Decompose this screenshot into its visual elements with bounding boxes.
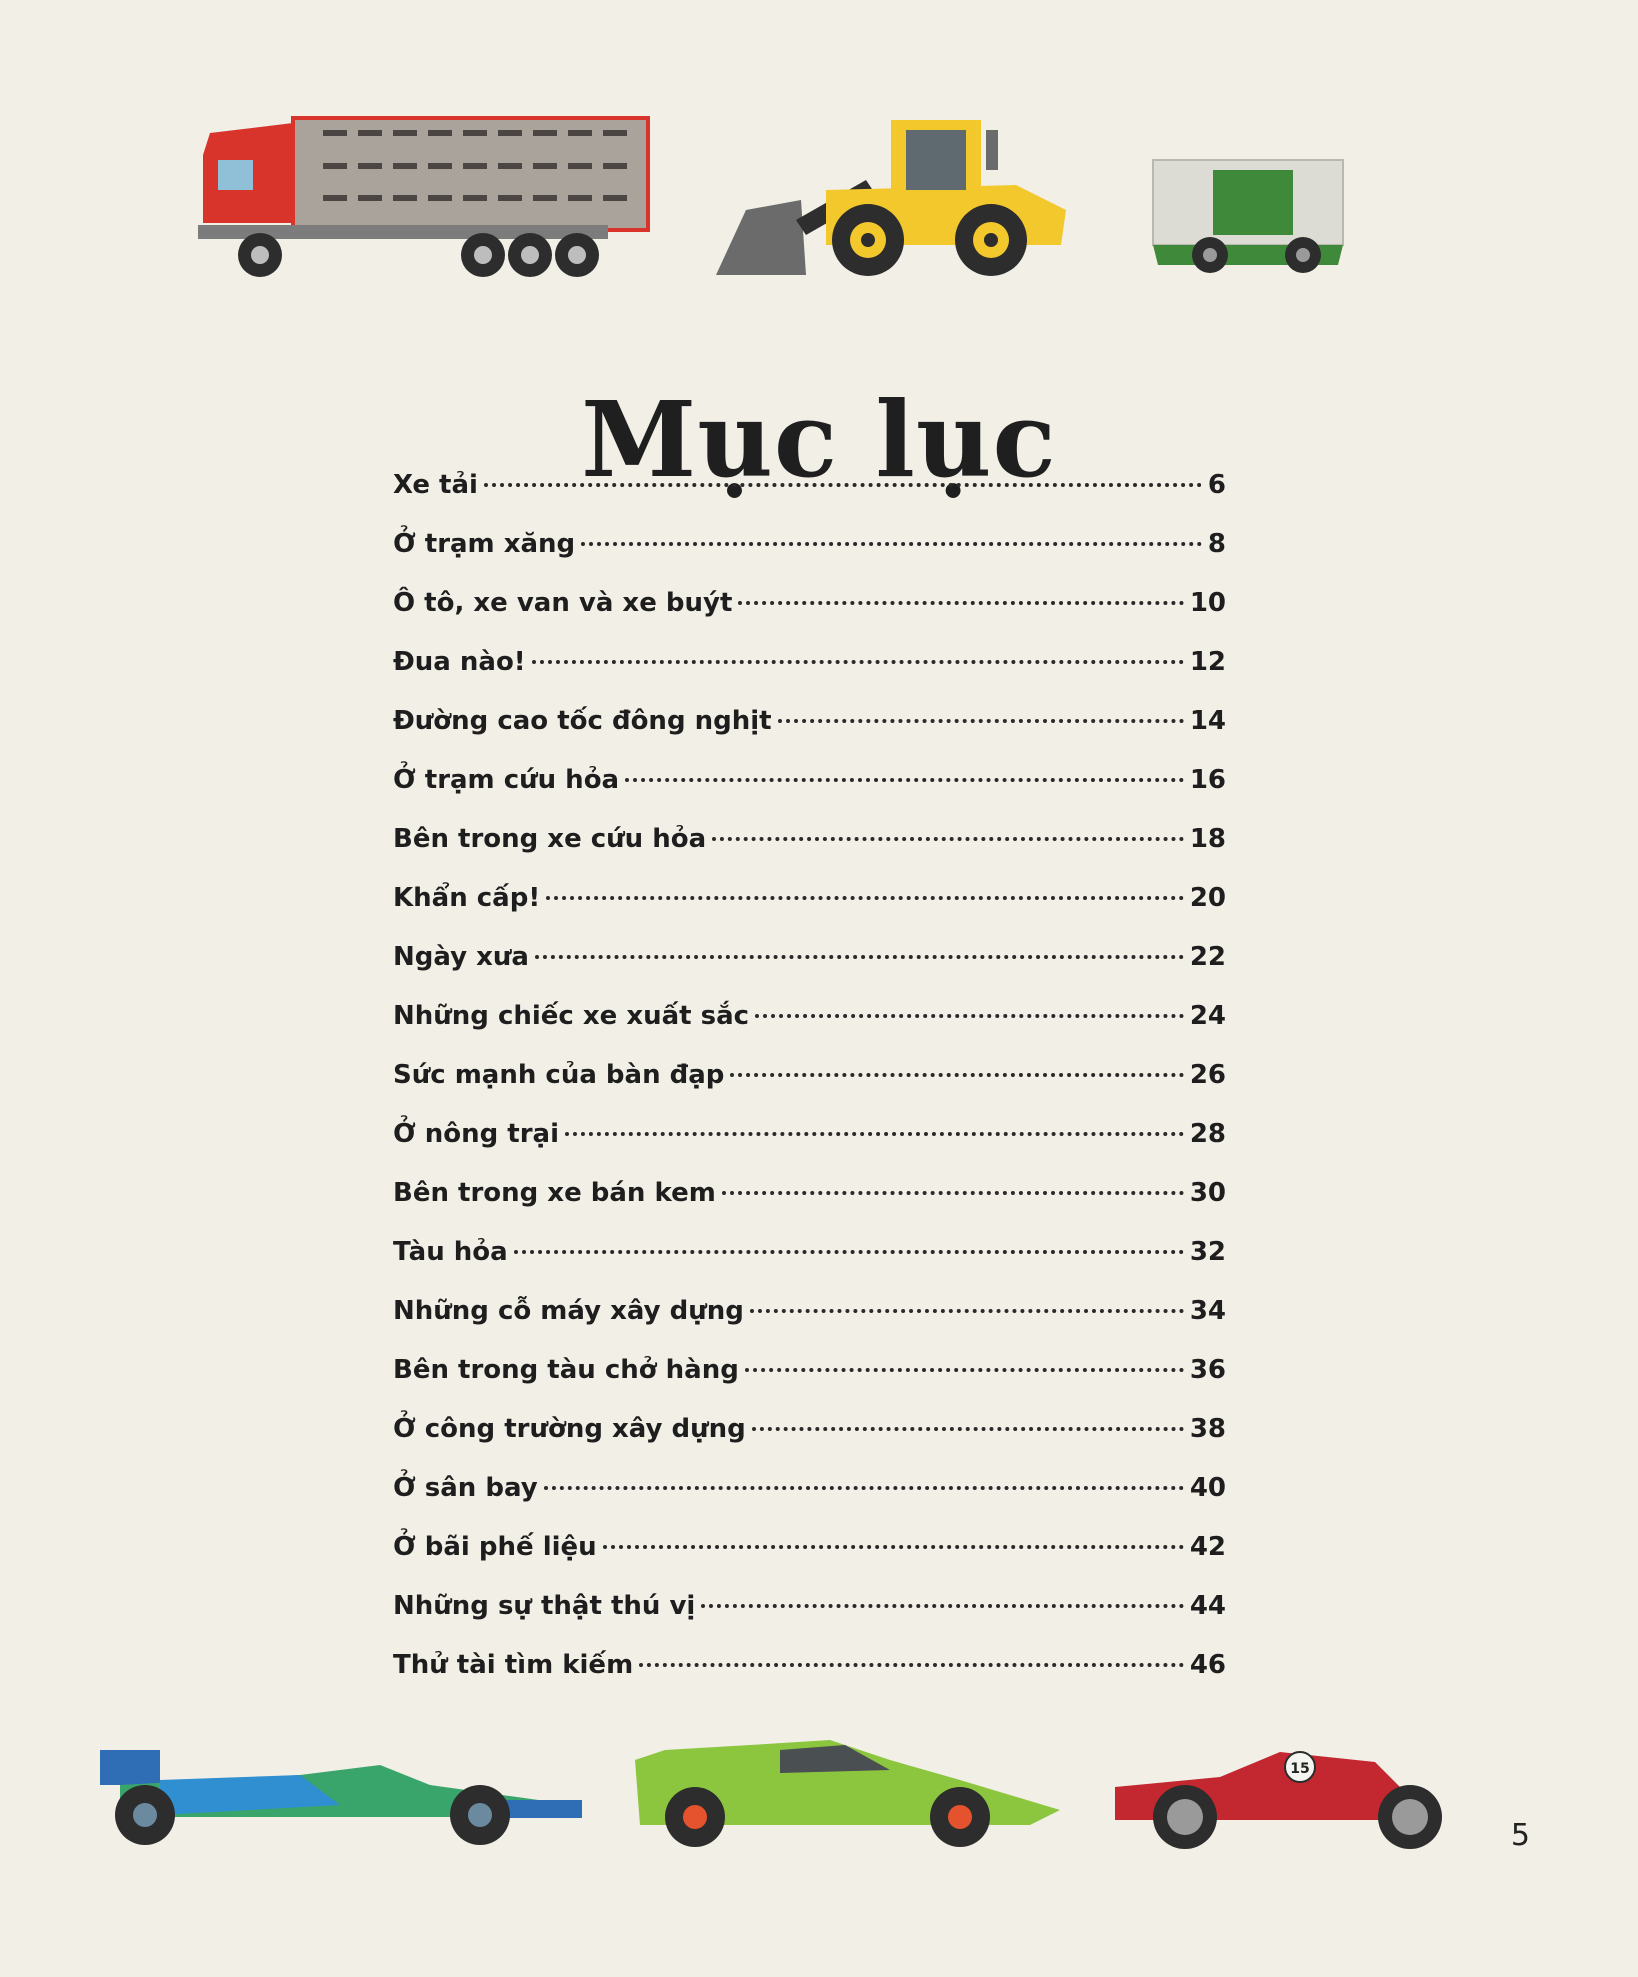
dot-leader: [701, 1604, 1183, 1608]
toc-entry-page: 28: [1189, 1119, 1226, 1149]
toc-entry: [393, 1178, 1226, 1237]
toc-entry-title: Khẩn cấp!: [393, 883, 541, 913]
toc-entry-page: 26: [1189, 1060, 1226, 1090]
toc-entry-title: Thử tài tìm kiếm: [393, 1650, 634, 1680]
ice-cream-van-illustration: [1148, 155, 1348, 280]
toc-entry-title: Đua nào!: [393, 647, 526, 677]
toc-entry: [393, 1473, 1226, 1532]
wheel-loader-illustration: [716, 100, 1076, 280]
toc-entry: [393, 824, 1226, 883]
toc-entry-page: 32: [1189, 1237, 1226, 1267]
dot-leader: [565, 1132, 1184, 1136]
toc-entry: [393, 942, 1226, 1001]
toc-entry-title: Sức mạnh của bàn đạp: [393, 1060, 725, 1090]
toc-entry: [393, 647, 1226, 706]
toc-entry-page: 34: [1189, 1296, 1226, 1326]
toc-entry-title: Ô tô, xe van và xe buýt: [393, 588, 733, 618]
toc-entry: [393, 470, 1226, 529]
dot-leader: [625, 778, 1184, 782]
dot-leader: [532, 660, 1184, 664]
toc-entry-page: 40: [1189, 1473, 1226, 1503]
dot-leader: [544, 1486, 1184, 1490]
toc-entry-page: 20: [1189, 883, 1226, 913]
livestock-truck-illustration: [198, 115, 653, 280]
dot-leader: [581, 542, 1202, 546]
toc-entry-title: Ở sân bay: [393, 1473, 538, 1503]
toc-entry-title: Những cỗ máy xây dựng: [393, 1296, 744, 1326]
toc-entry-title: Xe tải: [393, 470, 478, 500]
toc-entry-page: 16: [1189, 765, 1226, 795]
toc-entry: [393, 1355, 1226, 1414]
dot-leader: [484, 483, 1202, 487]
toc-entry-title: Tàu hỏa: [393, 1237, 508, 1267]
toc-entry-title: Những sự thật thú vị: [393, 1591, 696, 1621]
dot-leader: [535, 955, 1184, 959]
dot-leader: [712, 837, 1184, 841]
dot-leader: [722, 1191, 1184, 1195]
toc-entry-title: Ở công trường xây dựng: [393, 1414, 746, 1444]
toc-entry-page: 8: [1207, 529, 1226, 559]
dot-leader: [603, 1545, 1184, 1549]
dot-leader: [639, 1663, 1184, 1667]
dot-leader: [778, 719, 1184, 723]
toc-entry: [393, 1591, 1226, 1650]
dot-leader: [755, 1014, 1184, 1018]
toc-entry-page: 44: [1189, 1591, 1226, 1621]
toc-entry-title: Những chiếc xe xuất sắc: [393, 1001, 750, 1031]
toc-entry: [393, 1060, 1226, 1119]
toc-entry-page: 6: [1207, 470, 1226, 500]
dot-leader: [546, 896, 1184, 900]
toc-entry-title: Đường cao tốc đông nghịt: [393, 706, 772, 736]
toc-entry-page: 12: [1189, 647, 1226, 677]
dot-leader: [750, 1309, 1184, 1313]
toc-entry: [393, 1650, 1226, 1709]
dot-leader: [514, 1250, 1184, 1254]
toc-entry: [393, 883, 1226, 942]
toc-entry-page: 46: [1189, 1650, 1226, 1680]
toc-entry-title: Ở trạm cứu hỏa: [393, 765, 620, 795]
toc-entry-title: Bên trong xe cứu hỏa: [393, 824, 707, 854]
table-of-contents: [393, 470, 1226, 1709]
toc-entry: [393, 1237, 1226, 1296]
toc-entry-title: Bên trong tàu chở hàng: [393, 1355, 739, 1385]
toc-entry-page: 36: [1189, 1355, 1226, 1385]
toc-entry-page: 22: [1189, 942, 1226, 972]
toc-entry: [393, 1414, 1226, 1473]
toc-entry-page: 24: [1189, 1001, 1226, 1031]
dot-leader: [752, 1427, 1184, 1431]
dot-leader: [738, 601, 1183, 605]
toc-entry: [393, 529, 1226, 588]
toc-entry-page: 10: [1189, 588, 1226, 618]
page-title: Mục lục: [581, 377, 1057, 501]
toc-entry-page: 42: [1189, 1532, 1226, 1562]
toc-entry: [393, 706, 1226, 765]
page-number: 5: [1510, 1818, 1530, 1853]
toc-entry-page: 38: [1189, 1414, 1226, 1444]
toc-entry-title: Bên trong xe bán kem: [393, 1178, 716, 1208]
toc-entry-title: Ở trạm xăng: [393, 529, 576, 559]
toc-entry: [393, 1119, 1226, 1178]
toc-entry-title: Ở nông trại: [393, 1119, 560, 1149]
toc-entry: [393, 1001, 1226, 1060]
toc-entry: [393, 765, 1226, 824]
dot-leader: [730, 1073, 1183, 1077]
dot-leader: [745, 1368, 1184, 1372]
toc-entry: [393, 1296, 1226, 1355]
vintage-race-car-illustration: [1110, 1742, 1450, 1852]
toc-entry-page: 14: [1189, 706, 1226, 736]
toc-entry-title: Ở bãi phế liệu: [393, 1532, 597, 1562]
toc-entry-title: Ngày xưa: [393, 942, 529, 972]
toc-entry: [393, 1532, 1226, 1591]
toc-entry-page: 18: [1189, 824, 1226, 854]
toc-entry-page: 30: [1189, 1178, 1226, 1208]
race-car-number: 15: [1290, 1761, 1310, 1777]
formula-one-car-illustration: [100, 1745, 582, 1850]
toc-entry: [393, 588, 1226, 647]
sports-car-illustration: [630, 1735, 1062, 1850]
